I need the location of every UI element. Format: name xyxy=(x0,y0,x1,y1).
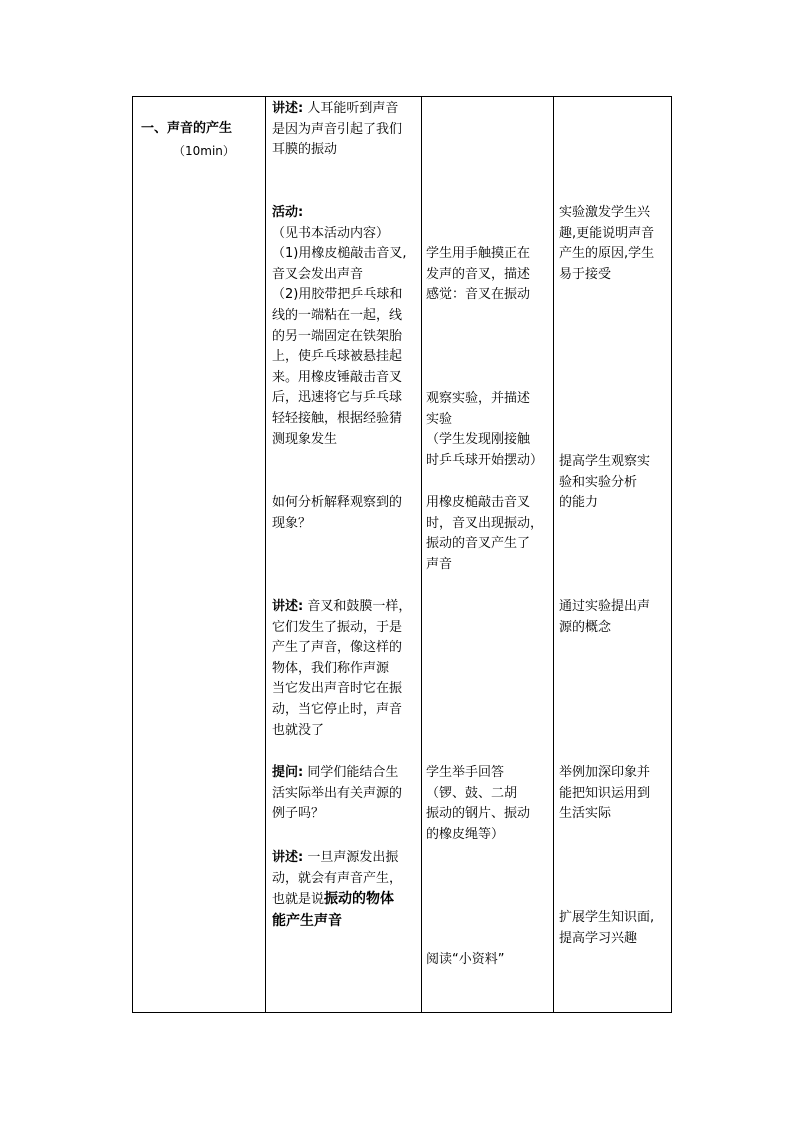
section-time: （10min） xyxy=(173,144,235,158)
intent-block-1: 实验激发学生兴 趣,更能说明声音 产生的原因,学生 易于接受 xyxy=(559,205,655,282)
teacher-block-explain-3: 讲述: 一旦声源发出振 动，就会有声音产生， 也就是说振动的物体 能产生声音 xyxy=(272,850,403,929)
student-block-3: 用橡皮槌敲击音叉 时，音叉出现振动， 振动的音叉产生了 声音 xyxy=(426,495,544,572)
lesson-table xyxy=(132,96,672,1013)
column-divider xyxy=(421,97,422,1012)
column-divider xyxy=(265,97,266,1012)
student-block-1: 学生用手触摸正在 发声的音叉，描述 感觉：音叉在振动 xyxy=(426,246,531,303)
teacher-block-question-analysis: 如何分析解释观察到的 现象？ xyxy=(272,495,403,531)
teacher-block-activity: 活动: （见书本活动内容） （1)用橡皮槌敲击音叉, 音叉会发出声音 （2)用胶带把乒乓球和 线的一端粘在一起，线 的另一端固定在铁架胎 上，使乒乓球被悬挂起 来。用橡皮锤敲击音叉 后，迅速将它与乒乓球 轻轻接触，根据经验猜 测现象发生 xyxy=(272,205,407,447)
column-divider xyxy=(553,97,554,1012)
intent-block-5: 扩展学生知识面, 提高学习兴趣 xyxy=(559,910,655,946)
section-title: 一、声音的产生 xyxy=(141,121,233,136)
teacher-block-explain-2: 讲述: 音叉和鼓膜一样， 它们发生了振动，于是 产生了声音，像这样的 物体，我们称作声源 当它发出声音时它在振 动，当它停止时，声音 也就没了 xyxy=(272,599,412,738)
intent-block-2: 提高学生观察实 验和实验分析 的能力 xyxy=(559,454,651,511)
student-block-4: 学生举手回答 （锣、鼓、二胡 振动的钢片、振动 的橡皮绳等） xyxy=(426,765,531,842)
intent-block-3: 通过实验提出声 源的概念 xyxy=(559,599,651,635)
student-block-5: 阅读“小资料” xyxy=(426,952,505,967)
teacher-block-ask: 提问: 同学们能结合生 活实际举出有关声源的 例子吗？ xyxy=(272,765,403,822)
intent-block-4: 举例加深印象并 能把知识运用到 生活实际 xyxy=(559,765,651,822)
student-block-2: 观察实验，并描述 实验 （学生发现刚接触 时乒乓球开始摆动） xyxy=(426,391,544,468)
teacher-block-explain-1: 讲述: 人耳能听到声音 是因为声音引起了我们 耳膜的振动 xyxy=(272,101,403,158)
